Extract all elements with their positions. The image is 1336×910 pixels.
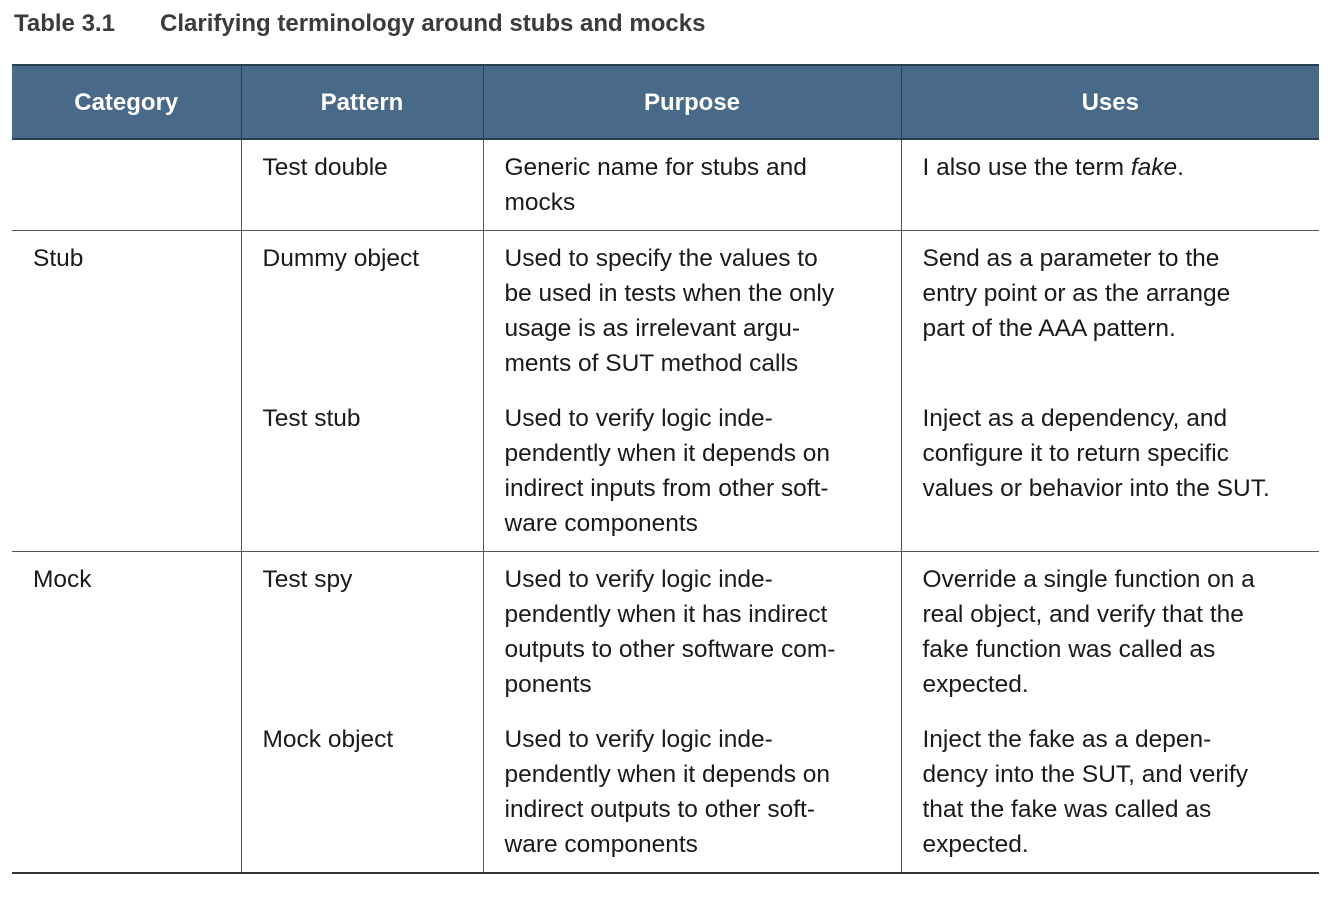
- uses-line: Override a single function on a: [922, 566, 1255, 593]
- purpose-cell: [483, 231, 901, 392]
- category-cell: Mock: [33, 566, 92, 593]
- purpose-cell: [483, 552, 901, 713]
- uses-emphasis: fake: [1130, 154, 1178, 181]
- pattern-cell: Test double: [241, 139, 483, 231]
- purpose-line: mocks: [504, 189, 576, 216]
- header-category: Category: [12, 65, 241, 139]
- table-row: [12, 231, 1319, 392]
- purpose-cell: [483, 712, 901, 873]
- purpose-line: pendently when it depends on: [504, 440, 831, 467]
- category-cell: Stub: [33, 245, 84, 272]
- uses-cell: [901, 552, 1319, 713]
- table-row: [12, 391, 1319, 552]
- table-body: [12, 139, 1319, 873]
- uses-line: Inject as a dependency, and: [922, 405, 1228, 432]
- purpose-line: indirect inputs from other soft-: [504, 475, 829, 502]
- table-number: Table 3.1: [14, 10, 115, 37]
- uses-text-end: .: [1177, 154, 1184, 181]
- pattern-cell: Test spy: [241, 552, 483, 713]
- purpose-line: Generic name for stubs and: [504, 154, 807, 181]
- purpose-line: Used to verify logic inde-: [504, 405, 773, 432]
- uses-cell: [901, 712, 1319, 873]
- uses-line: expected.: [922, 831, 1029, 858]
- table-row: [12, 139, 1319, 231]
- category-cell: [12, 712, 241, 873]
- purpose-line: ware components: [504, 831, 698, 858]
- purpose-cell: [483, 139, 901, 231]
- table-title: Clarifying terminology around stubs and mocks: [160, 10, 706, 37]
- pattern-cell: Dummy object: [241, 231, 483, 392]
- purpose-line: indirect outputs to other soft-: [504, 796, 815, 823]
- table-row: [12, 712, 1319, 873]
- purpose-line: pendently when it depends on: [504, 761, 831, 788]
- uses-line: configure it to return specific: [922, 440, 1229, 467]
- category-cell: [12, 139, 241, 231]
- terminology-table: [12, 64, 1319, 874]
- purpose-line: ware components: [504, 510, 698, 537]
- uses-cell: [901, 391, 1319, 552]
- header-row: [12, 65, 1319, 139]
- uses-line: that the fake was called as: [922, 796, 1212, 823]
- uses-line: real object, and verify that the: [922, 601, 1244, 628]
- table-caption: [14, 10, 705, 38]
- uses-text: I also use the term: [922, 154, 1131, 181]
- table-header: [12, 65, 1319, 139]
- purpose-line: ments of SUT method calls: [504, 350, 799, 377]
- purpose-line: Used to verify logic inde-: [504, 566, 773, 593]
- uses-cell: [901, 139, 1319, 231]
- purpose-line: Used to verify logic inde-: [504, 726, 773, 753]
- uses-line: part of the AAA pattern.: [922, 315, 1176, 342]
- purpose-line: usage is as irrelevant argu-: [504, 315, 801, 342]
- purpose-line: outputs to other software com-: [504, 636, 836, 663]
- header-pattern: Pattern: [241, 65, 483, 139]
- purpose-line: Used to specify the values to: [504, 245, 818, 272]
- pattern-cell: Test stub: [241, 391, 483, 552]
- header-uses: Uses: [901, 65, 1319, 139]
- category-cell: [12, 391, 241, 552]
- purpose-line: be used in tests when the only: [504, 280, 835, 307]
- purpose-line: pendently when it has indirect: [504, 601, 828, 628]
- uses-line: dency into the SUT, and verify: [922, 761, 1248, 788]
- uses-line: Inject the fake as a depen-: [922, 726, 1212, 753]
- uses-line: fake function was called as: [922, 636, 1216, 663]
- uses-line: expected.: [922, 671, 1029, 698]
- uses-line: entry point or as the arrange: [922, 280, 1231, 307]
- uses-line: Send as a parameter to the: [922, 245, 1220, 272]
- purpose-cell: [483, 391, 901, 552]
- uses-cell: [901, 231, 1319, 392]
- purpose-line: ponents: [504, 671, 592, 698]
- header-purpose: Purpose: [483, 65, 901, 139]
- uses-line: values or behavior into the SUT.: [922, 475, 1270, 502]
- pattern-cell: Mock object: [241, 712, 483, 873]
- table-row: [12, 552, 1319, 713]
